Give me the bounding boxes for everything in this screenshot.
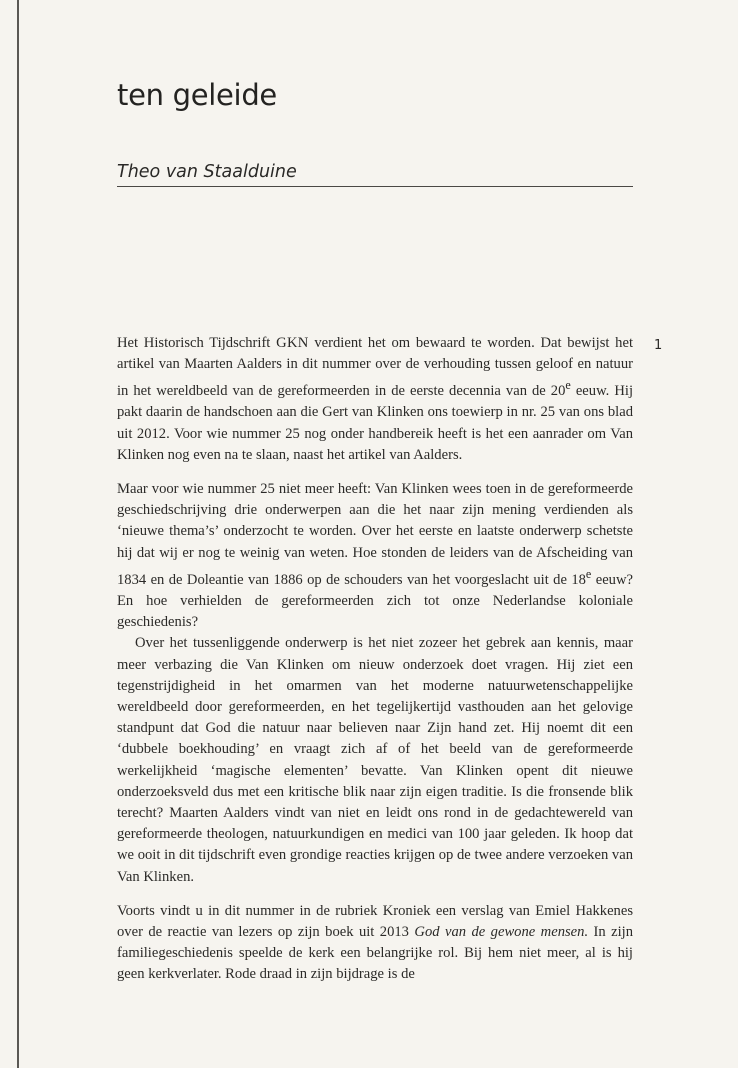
title-rule xyxy=(117,186,633,187)
article-body xyxy=(117,333,633,986)
page-number: 1 xyxy=(654,338,663,353)
paragraph-2: Maar voor wie nummer 25 niet meer heeft: Van Klinken wees toen in de gereformeerde geschiedschrijving drie onderwerpen aan die het naar zijn mening verdienden als ‘nieuwe thema’s’ onderzocht te worden. Over het eerste en laatste onderwerp schetste hij dat wij er nog te weinig van weten. Hoe stonden de leiders van de Afscheiding van 1834 en de Doleantie van 1886 op de schouders van het voorgeslacht uit de 18e eeuw? En hoe verhielden de gereformeerden zich tot onze Nederlandse koloniale geschiedenis? xyxy=(117,481,633,631)
book-title: God van de gewone mensen. xyxy=(414,924,589,940)
author-name: Theo van Staalduine xyxy=(117,162,297,182)
page-title: ten geleide xyxy=(117,78,277,112)
paragraph-3: Over het tussenliggende onderwerp is het niet zozeer het gebrek aan kennis, maar meer verbazing die Van Klinken om nieuw onderzoek doet vragen. Hij ziet een tegenstrijdigheid in het omarmen van het moderne natuurwetenschappelijke wereldbeeld door gereformeerden, en het tegelijkertijd vasthouden aan het gelovige standpunt dat God die natuur naar believen naar Zijn hand zet. Hij noemt dit een ‘dubbele boekhouding’ en vraagt zich af of het beeld van de gereformeerde werkelijkheid ‘magische elementen’ bevatte. Van Klinken opent dit nieuwe onderzoeksveld dus met een kritische blik naar zijn eigen traditie. Is die fronsende blik terecht? Maarten Aalders vindt van niet en leidt ons rond in de gedachtewereld van gereformeerde theologen, natuurkundigen en medici van 100 jaar geleden. Ik hoop dat we ooit in dit tijdschrift even grondige reacties krijgen op de twee andere verzoeken van Van Klinken. xyxy=(117,635,633,885)
journal-abbreviation: GKN xyxy=(276,335,309,351)
scan-fold-shadow xyxy=(17,0,19,1068)
paragraph-4: Voorts vindt u in dit nummer in de rubriek Kroniek een verslag van Emiel Hakkenes over de reactie van lezers op zijn boek uit 2013 God van de gewone mensen. In zijn familiegeschiedenis speelde de kerk een belangrijke rol. Bij hem niet meer, al is hij geen kerkverlater. Rode draad in zijn bijdrage is de xyxy=(117,902,633,983)
paragraph-1: Het Historisch Tijdschrift GKN verdient het om bewaard te worden. Dat bewijst het artikel van Maarten Aalders in dit nummer over de verhouding tussen geloof en natuur in het wereldbeeld van de gereformeerden in de eerste decennia van de 20e eeuw. Hij pakt daarin de handschoen aan die Gert van Klinken ons toewierp in nr. 25 van ons blad uit 2012. Voor wie nummer 25 nog onder handbereik heeft is het een aanrader om Van Klinken nog even na te slaan, naast het artikel van Aalders. xyxy=(117,335,633,463)
